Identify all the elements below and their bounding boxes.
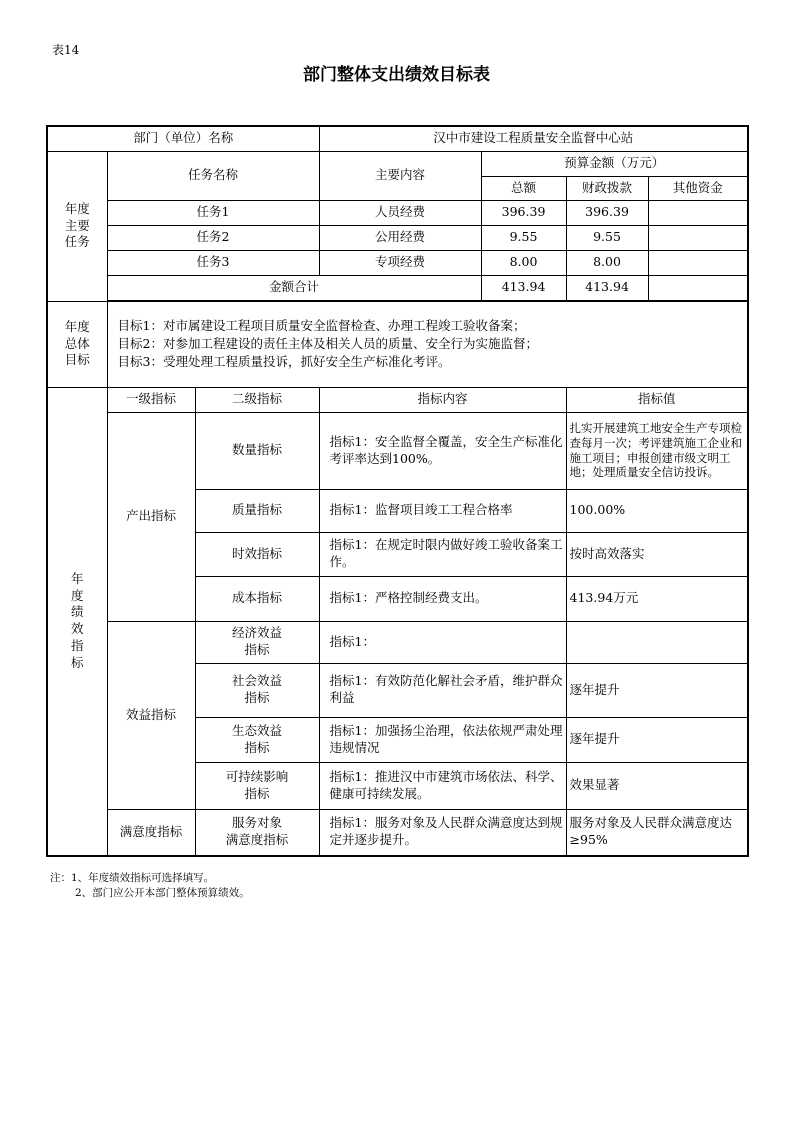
goals-text — [107, 301, 748, 387]
sum-other — [648, 275, 748, 300]
goal-line: 目标3：受理处理工程质量投诉，抓好安全生产标准化考评。 — [117, 354, 451, 370]
indicator-value: 效果显著 — [566, 762, 748, 809]
indicator-value: 逐年提升 — [566, 717, 748, 762]
level2-header: 二级指标 — [195, 387, 319, 412]
indicator-l2: 成本指标 — [195, 576, 319, 621]
indicator-content: 指标1：安全监督全覆盖，安全生产标准化考评率达到100%。 — [319, 412, 566, 489]
indicator-content: 指标1：加强扬尘治理，依法依规严肃处理违规情况 — [319, 717, 566, 762]
task-total: 8.00 — [481, 250, 566, 275]
indicator-content: 指标1： — [319, 621, 566, 663]
task-other — [648, 200, 748, 225]
indicator-content-header: 指标内容 — [319, 387, 566, 412]
performance-goal-table — [46, 125, 749, 857]
indicator-value: 100.00% — [566, 489, 748, 532]
task-fiscal: 9.55 — [566, 225, 648, 250]
sum-fiscal: 413.94 — [566, 275, 648, 300]
task-total: 396.39 — [481, 200, 566, 225]
page-title: 部门整体支出绩效目标表 — [303, 65, 490, 85]
indicator-content: 指标1：在规定时限内做好竣工验收备案工作。 — [319, 532, 566, 576]
indicator-row — [47, 412, 748, 489]
indicator-value: 逐年提升 — [566, 663, 748, 717]
task-total: 9.55 — [481, 225, 566, 250]
indicator-content: 指标1：推进汉中市建筑市场依法、科学、健康可持续发展。 — [319, 762, 566, 809]
indicator-content: 指标1：有效防范化解社会矛盾，维护群众利益 — [319, 663, 566, 717]
task-fiscal: 396.39 — [566, 200, 648, 225]
task-name: 任务1 — [107, 200, 319, 225]
indicator-value: 413.94万元 — [566, 576, 748, 621]
indicator-value — [566, 621, 748, 663]
task-content: 专项经费 — [319, 250, 481, 275]
goals-section-label — [47, 301, 107, 387]
group-benefit: 效益指标 — [107, 621, 195, 809]
goal-line: 目标1：对市属建设工程项目质量安全监督检查、办理工程竣工验收备案； — [117, 317, 526, 333]
task-name: 任务3 — [107, 250, 319, 275]
sum-label: 金额合计 — [107, 275, 481, 300]
footnotes — [50, 871, 250, 901]
total-header: 总额 — [481, 176, 566, 200]
task-other — [648, 225, 748, 250]
dept-value: 汉中市建设工程质量安全监督中心站 — [319, 126, 748, 151]
indicator-l2: 可持续影响 指标 — [195, 762, 319, 809]
indicators-section-label — [47, 387, 107, 856]
indicator-content: 指标1：服务对象及人民群众满意度达到规定并逐步提升。 — [319, 809, 566, 856]
task-name: 任务2 — [107, 225, 319, 250]
indicator-row — [47, 809, 748, 856]
indicator-row — [47, 621, 748, 663]
indicator-l2: 社会效益 指标 — [195, 663, 319, 717]
indicator-value: 扎实开展建筑工地安全生产专项检查每月一次；考评建筑施工企业和施工项目；申报创建市级文明工地；处理质量安全信访投诉。 — [566, 412, 748, 489]
goal-line: 目标2：对参加工程建设的责任主体及相关人员的质量、安全行为实施监督； — [117, 335, 538, 351]
sum-row — [47, 275, 748, 300]
task-content: 人员经费 — [319, 200, 481, 225]
indicator-content: 指标1：严格控制经费支出。 — [319, 576, 566, 621]
task-row — [47, 250, 748, 275]
tasks-section-text: 年度 主要 任务 — [64, 200, 90, 250]
task-fiscal: 8.00 — [566, 250, 648, 275]
task-content: 公用经费 — [319, 225, 481, 250]
indicators-section-text: 年 度 绩 效 指 标 — [70, 570, 84, 670]
indicator-l2: 时效指标 — [195, 532, 319, 576]
task-other — [648, 250, 748, 275]
footnote-2: 2、部门应公开本部门整体预算绩效。 — [75, 887, 250, 900]
task-row — [47, 225, 748, 250]
group-satisfaction: 满意度指标 — [107, 809, 195, 856]
group-output: 产出指标 — [107, 412, 195, 621]
task-row — [47, 200, 748, 225]
tasks-section-label — [47, 151, 107, 301]
indicator-content: 指标1：监督项目竣工工程合格率 — [319, 489, 566, 532]
indicator-l2: 质量指标 — [195, 489, 319, 532]
indicator-value: 服务对象及人民群众满意度达≥95% — [566, 809, 748, 856]
dept-label: 部门（单位）名称 — [47, 126, 319, 151]
indicator-l2: 生态效益 指标 — [195, 717, 319, 762]
indicator-l2: 经济效益 指标 — [195, 621, 319, 663]
indicator-value: 按时高效落实 — [566, 532, 748, 576]
goals-section-text: 年度 总体 目标 — [64, 318, 90, 368]
table-number: 表14 — [52, 43, 80, 57]
sum-total: 413.94 — [481, 275, 566, 300]
indicator-l2: 数量指标 — [195, 412, 319, 489]
level1-header: 一级指标 — [107, 387, 195, 412]
indicator-value-header: 指标值 — [566, 387, 748, 412]
other-header: 其他资金 — [648, 176, 748, 200]
budget-header: 预算金额（万元） — [481, 151, 748, 176]
task-content-header: 主要内容 — [319, 151, 481, 200]
task-name-header: 任务名称 — [107, 151, 319, 200]
footnote-1: 注：1、年度绩效指标可选择填写。 — [50, 872, 215, 884]
indicator-l2: 服务对象 满意度指标 — [195, 809, 319, 856]
fiscal-header: 财政拨款 — [566, 176, 648, 200]
